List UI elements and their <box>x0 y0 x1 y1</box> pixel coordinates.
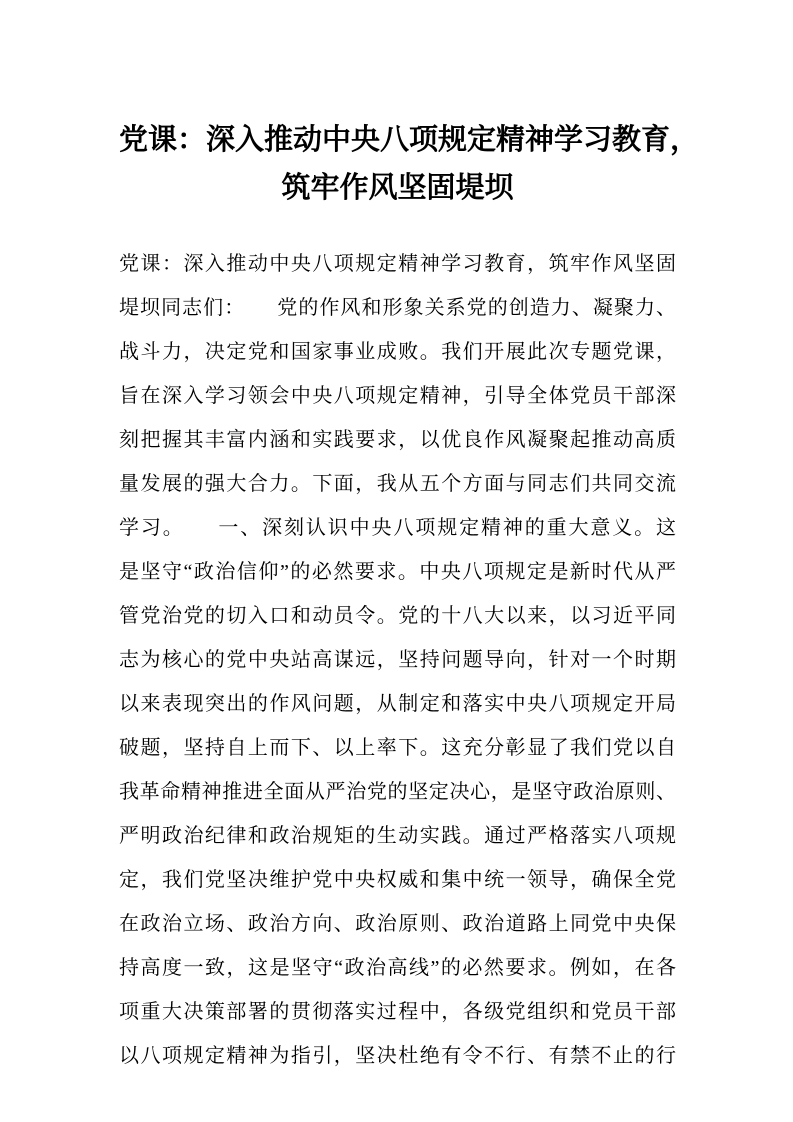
body-line: 项重大决策部署的贯彻落实过程中，各级党组织和党员干部 <box>119 1001 676 1023</box>
body-line: 严明政治纪律和政治规矩的生动实践。通过严格落实八项规 <box>119 825 676 847</box>
body-line: 以八项规定精神为指引，坚决杜绝有令不行、有禁不止的行 <box>119 1045 676 1067</box>
body-line: 持高度一致，这是坚守“政治高线”的必然要求。例如，在各 <box>119 957 676 979</box>
body-line: 管党治党的切入口和动员令。党的十八大以来，以习近平同 <box>119 605 676 627</box>
body-line: 党课：深入推动中央八项规定精神学习教育，筑牢作风坚固 <box>119 253 676 275</box>
body-line: 堤坝同志们： 党的作风和形象关系党的创造力、凝聚力、 <box>119 297 676 319</box>
body-line: 志为核心的党中央站高谋远，坚持问题导向，针对一个时期 <box>119 649 676 671</box>
body-line: 我革命精神推进全面从严治党的坚定决心，是坚守政治原则、 <box>119 781 676 803</box>
body-line: 以来表现突出的作风问题，从制定和落实中央八项规定开局 <box>119 693 676 715</box>
body-line: 是坚守“政治信仰”的必然要求。中央八项规定是新时代从严 <box>119 561 676 583</box>
title-line: 筑牢作风坚固堤坝 <box>281 172 514 204</box>
document-title <box>119 116 700 212</box>
document-body <box>119 242 676 1078</box>
body-line: 破题，坚持自上而下、以上率下。这充分彰显了我们党以自 <box>119 737 676 759</box>
body-line: 量发展的强大合力。下面，我从五个方面与同志们共同交流 <box>119 473 676 495</box>
title-line: 党课：深入推动中央八项规定精神学习教育， <box>119 124 700 156</box>
body-line: 定，我们党坚决维护党中央权威和集中统一领导，确保全党 <box>119 869 676 891</box>
body-line: 学习。 一、深刻认识中央八项规定精神的重大意义。这 <box>119 517 676 539</box>
body-line: 旨在深入学习领会中央八项规定精神，引导全体党员干部深 <box>119 385 676 407</box>
body-line: 刻把握其丰富内涵和实践要求，以优良作风凝聚起推动高质 <box>119 429 676 451</box>
body-line: 在政治立场、政治方向、政治原则、政治道路上同党中央保 <box>119 913 676 935</box>
body-line: 战斗力，决定党和国家事业成败。我们开展此次专题党课， <box>119 341 676 363</box>
